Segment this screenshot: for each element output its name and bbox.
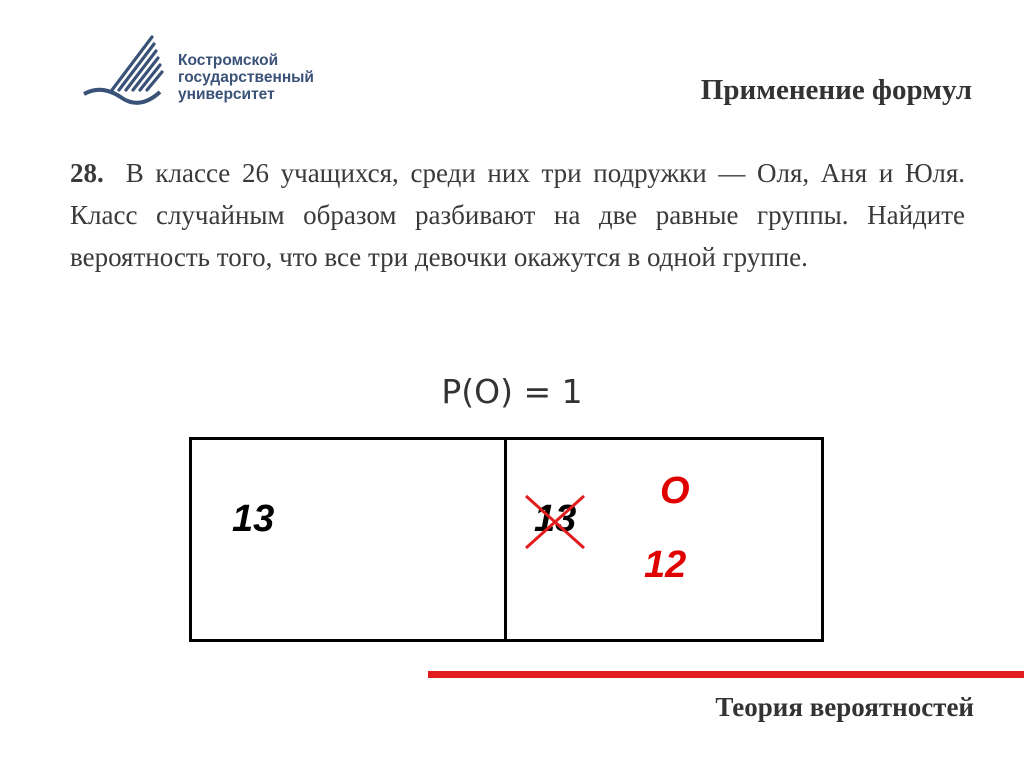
university-name-line-2: государственный <box>178 69 314 86</box>
university-name <box>178 52 314 103</box>
groups-table <box>189 437 824 642</box>
group-2-count-crossed: 13 <box>534 498 577 540</box>
groups-divider <box>504 440 507 639</box>
slide-title: Применение формул <box>700 74 972 106</box>
university-name-line-3: университет <box>178 86 275 103</box>
footer-title: Теория вероятностей <box>715 692 974 722</box>
university-emblem-icon <box>82 32 174 114</box>
probability-formula: P(O) = 1 <box>441 372 583 411</box>
group-1-count: 13 <box>232 498 275 540</box>
university-name-line-1: Костромской <box>178 52 279 69</box>
problem-number: 28. <box>70 158 104 188</box>
group-2-new-count: 12 <box>644 544 687 586</box>
cross-out-icon <box>522 492 588 552</box>
group-2-marker: O <box>660 470 690 512</box>
problem-text: В классе 26 учащихся, среди них три подружки — Оля, Аня и Юля. Класс случайным образом разбивают на две равные группы. Найдите вероятность того, что все три девочки окажутся в одной группе. <box>70 158 965 272</box>
footer-accent-bar <box>428 671 1024 678</box>
problem-statement <box>70 152 965 278</box>
university-logo <box>82 32 352 114</box>
